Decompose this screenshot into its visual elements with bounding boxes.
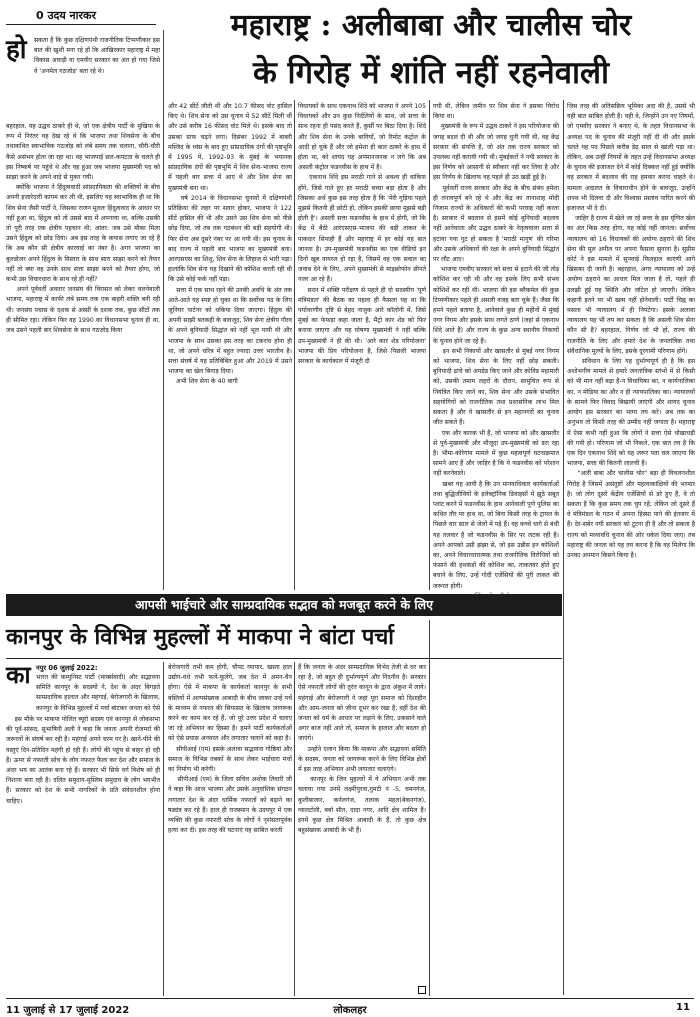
second-col-divider-1 xyxy=(163,662,164,996)
top-col2: और 42 सीटें जीती थीं और 10.7 फीसद वोट हासिल किए थे। शिव सेना को उस चुनाव में 52 सीटें मिली थीं और उसे करीब 16 फीसद वोट मिले थे। इसके बाद तो उसका ग्राफ चढ़ने लगा। दिसंबर 1992 में बाबरी मस्जिद के ध्वंस के बाद हुए सांप्रदायिक दंगों की पृष्ठभूमि में 1995 में, 1992-93 के मुंबई के भयानक सांप्रदायिक दंगों की पृष्ठभूमि में शिव सेना-भाजपा राज्य में पहली बार सत्ता में आए थे और शिव सेना का मुख्यमंत्री बना था। वर्ष 2014 के विधानसभा चुनावों में दक्षिणपंथी प्रतिक्रिया की लहर पर सवार होकर, भाजपा ने 122 सीटें हासिल की थी और उसने उस शिव सेना को पीछे छोड़ दिया, जो तब तक गठबंधन की बड़ी सहयोगी थी। फिर सेना अब दूसरे नंबर पर आ गयी थी। इस चुनाव के बाद राज्य में पहली बार भाजपा का मुख्यमंत्री बना। आरएसएस का शिशु, शिव सेना के लिहाज से भारी पड़ा। हालांकि शिव सेना यह दिखाने की कोशिश करती रही थी कि उसे कोई फर्क नहीं पड़ा। सत्ता में एक साथ रहने की उनकी अवधि के अंत तक आते-आते यह स्पष्ट हो चुका था कि सर्वोच्च पद के लिए जूनियर पार्टनर को धकिया दिया जाएगा। हिंदुत्व की अपनी साझी बतकही के बावजूद, शिव सेना क्षेत्रीय गौरव के अपने बुनियादी सिद्धांत को नहीं भूल पायी थी और भाजपा के साथ उसका इस तरह का टकराव होना ही था, जो अपने चरित्र में बहुत ज्यादा उत्तर भारतीय है। सत्ता संघर्ष में यह प्रतिबिंबित हुआ और 2019 में उसने भाजपा का खेल बिगाड़ दिया। अभी शिव सेना के 40 बागी xyxy=(168,103,292,386)
second-col1-intro: भारत की कम्युनिस्ट पार्टी (मार्क्सवादी) और सद्भावना समिति कानपुर के सदस्यों ने, देश के अंदर बिगड़ते साम्प्रदायिक हालात और महंगाई, बेरोजगारी के खिलाफ, कानपुर के विभिन्न मुहल्लों में पर्चा बांटकर जनता को ऐसे xyxy=(36,674,160,712)
end-mark-icon xyxy=(418,986,426,994)
top-dropcap: हो xyxy=(6,35,27,65)
footer-date: 11 जुलाई से 17 जुलाई 2022 xyxy=(6,1005,130,1016)
top-headline-line2: के गिरोह में शांति नहीं रहनेवाली xyxy=(252,55,610,91)
banner-text: आपसी भाईचारे और साम्प्रदायिक सद्भाव को मजबूत करने के लिए xyxy=(134,597,434,612)
top-col3: विधायकों के साथ एकनाथ शिंदे को भाजपा ने अपने 105 विधायकों और उन कुछ निर्दलियों के साथ, जो सत्ता के साथ रहना ही पसंद करते हैं, कुर्सी पर बिठा दिया है। शिंदे और शिव सेना के उनके बागियों, जो रिमोट कंट्रोल के आदी हो चुके हैं और जो हमेशा ही बाल ठाकरे के हाथ में होता था, को शायद यह अपमानजनक न लगे कि अब असली कंट्रोल फडनवीस के हाथ में है। एकनाथ शिंदे इस मराठी गाने से अवश्य ही वाकिफ होंगे, जिसे गाते हुए हर मराठी बच्चा बड़ा होता है और जिसका अर्थ कुछ इस तरह होता है कि 'मेरी गुड़िया पहले मुझसे कितनी ही छोटी हो, लेकिन इसकी छाया मुझसे बड़ी होती है'। असली सत्ता फडनवीस के हाथ में होगी, जो कि केंद्र में बैठी आरएसएस-भाजपा की बड़ी ताकत के पाकदार सिपाही हैं और महाराष्ट्र में हर कोई यह बात जानता है। उप-मुख्यमंत्री फडनवीस का एक वीडियो इन दिनों खूब वायरल हो रहा है, जिसमें वह एक सवाल का जवाब देने के लिए, अपने मुख्यमंत्री से माइक्रोफोन छीनते नजर आ रहे हैं। सदन में शक्ति परीक्षण से पहले ही दो सदस्यीय 'पूर्ण मंत्रिमंडल' की बैठक का पहला ही फैसला यह था कि पर्यावरणीय दृष्टि से बेहद नाजुक आरे कॉलोनी में, जिसे मुंबई का फेफड़ा कहा जाता है, मैट्रो कार शेड को फिर बनाया जाएगा और यह घोषणा मुख्यमंत्री ने नहीं बल्कि उप-मुख्यमंत्री ने ही की थी। 'आरे कार शेड परियोजना' भाजपा की प्रिय परियोजना है, जिसे पिछली भाजपा सरकार के कार्यकाल में मंजूरी दी xyxy=(298,103,426,366)
second-dropcap: का xyxy=(6,660,31,689)
top-col-divider-4 xyxy=(563,100,564,995)
banner-bar xyxy=(6,594,562,616)
top-col-divider-1 xyxy=(163,30,164,590)
footer-publication: लोकलहर xyxy=(333,1005,367,1016)
footer-rule xyxy=(6,998,694,999)
column-tag: 0 उदय नारकर xyxy=(36,9,96,22)
second-col-divider-2 xyxy=(294,662,295,996)
top-headline-line1: महाराष्ट्र : अलीबाबा और चालीस चोर xyxy=(230,8,632,43)
top-col1-body: बहरहाल, यह उद्धव ठाकरे ही थे, जो एक क्षेत्रीय पार्टी के मुखिया के रूप में निरंतर यह देख रहे थे कि भाजपा तथा शिवसेना के बीच तथाकथित स्वाभाविक गठजोड़ को लंबे समय तक चलाना, चौरी-चौरी कैसे असंभव होता जा रहा था। वह भाजपाई छल-कपटता के चलते ही इस निष्कर्ष पर पहुंचे थे और वह हुआ जब भाजपा मुख्यमंत्री पद को साझा करने के अपने वादे से मुकर गयी। क्योंकि भाजपा ने हिंदुत्ववादी सांप्रदायिकता की शक्तियों के बीच अपनी इजारेदारी कायम कर ली थी, इसलिए यह स्वाभाविक ही था कि शिव सेना जैसी पार्टी ने, जिसका राजन मूलतः हिंदुत्ववाद के आधार पर नहीं हुआ था, हिंदुत्व को तो उससे बाद में अपनाया था, बल्कि उसकी तो पूरी तरह एक क्षेत्रीय पहचान थी; आंतर: जब उसे मौका मिला उसने हिंदुत्व को छोड़ दिया। अब इस तरह के कयास लगाए जा रहे हैं कि अब कौन सी क्षेत्रीय कारवाई का नंबर है। अगर भाजपा का बुलडोजर अपने हिंदुत्व के विस्तार के साथ सारा साझा करने को तैयार नहीं तो क्या वह उनके साथ सत्ता साझा करने को तैयार होगा, जो कभी उस विचारधारा के साथ रहे ही नहीं? अपने पूर्ववर्ती अवतार जनसंघ की विरासत को लेकर चलनेवाली भाजपा, महाराष्ट्र में काफी लंबे समय तक एक बाहरी शक्ति बनी रही थी। जनसंघ पचास के दशक से अस्सी के दशक तक, कुछ सीटों तक ही सीमित रहा। लेकिन फिर वह 1990 का विधानसभा चुनाव ही था, जब उसने पहली बार शिवसेना के साथ गठजोड़ किया xyxy=(6,123,160,335)
second-headline-rule xyxy=(6,658,562,659)
top-col5: जिस तरह की अतिसक्रिय भूमिका अदा की है, उससे भी यही बात साबित होती है। वही वे, जिन्होंने उन नए नियमों, जो एमवीए सरकार ने बनाए थे, के तहत विधानसभा के अध्यक्ष पद के चुनाव की मंजूरी नहीं दी थी और इसके चलते यह पद पिछले करीब डेढ़ साल से खाली पड़ा था। लेकिन, अब उन्हीं नियमों के तहत उन्हें विधानसभा अध्यक्ष के चुनाव की इजाजत देने में कोई दिक्कत नहीं हुई क्योंकि वह सरकार में बदलाव की राह हमवार करना चाहते थे। मामला अदालत के विचाराधीन होने के बावजूद, उन्होंने शपथ भी दिलवा दी और विश्वास प्रस्ताव पारित करने की इजाजत भी दे दी। जाहिर है राज्य में खेले जा रहे सत्ता के इस घृणित खेल का अंत किस तरह होगा, यह कोई नहीं जानता। सर्वोच्च न्यायालय को 16 विधायकों की अयोग्य ठहराने की शिव सेना की मूल अपील पर अपना फैसला सुनाना है। सुप्रीम कोर्ट ने इस मामले में सुनवाई फिलहाल कारणी आगे खिसका दी जानी है। बहरहाल, अगर न्यायालय को उन्हें अयोग्य ठहराने का आधार मिल जाता है तो, पहले ही उलझी हुई यह स्थिति और जटिल हो जाएगी। लेकिन कहानी इतने पर भी खत्म नहीं होनेवाली। पार्टी चिह्न का मसला भी न्यायालय में ही निपटेगा। इसके अलावा न्यायालय यह भी तय कर सकता है कि असली शिव सेना कौन सी है? बहरहाल, निर्णय जो भी हो, राज्य की राजनीति के लिए और हमारे देश के जनतांत्रिक तथा संवैधानिक मूल्यों के लिए, इसके दूरगामी परिणाम होंगे। संविधान के लिए यह दुर्भाग्यपूर्ण ही है कि इस अशोभनीय मामले से हमारे जनतांत्रिक स्तंभों में से किसी को भी मान नहीं बढ़ा है-न विधायिका का, न कार्यपालिका का, न मीडिया का और न ही न्यायपालिका का। न्यायालयों के सामने फिर विवाद बिखायी जाएंगी और शायद चुनाव आयोग इस सरकार का भाग्य तय करे। अब तक का अनुभव तो किसी तरह की उम्मीद नहीं जगाता है। महाराष्ट्र में ऐसा कभी नहीं हुआ कि लोगों ने सत्ता ऐसे धोखाधड़ी की गयी हो। परिणाम जो भी निकले, एक बात तय है कि एक दिन एकनाथ शिंदे को यह जरूर पता चल जाएगा कि भाजपा, सत्ता की कितनी लालची है। "अली बाबा और चालीस चोर" बड़ा ही विचलनशील गिरोह है जिसमें असंतुष्टों और महत्वाकांक्षियों की भरमार है। जो लोग दूसरे केंद्रीय एजेंसियों से डरे हुए हैं, वे तो सकता है कि कुछ समय तक चुप रहें; लेकिन जो दूसरे हैं वे मंत्रिमंडल के गठन में अपना हिस्सा पाने की इंतजार में हैं। देर-सबेर नयी सरकार को टूटना ही है और तो सकता है राज्य को मध्यावधि चुनाव की ओर धकेल दिया जाए। तब महाराष्ट्र की जनता को यह तय करना है कि वह मिलेगा कि उनका अपमान किसने किया है। xyxy=(567,103,695,559)
second-col2: बेरोजगारी तभी कम होगी, चौपट व्यापार, खस्ता हाल उद्योग-धंधे तभी फलें-फूलेंगे, जब देश में अमन-चैन होगा। ऐसे में माकपा के कार्यकर्ता कानपुर के सभी बस्तियों में अल्पसंख्यक आबादी के बीच जाकर उन्हें पर्चे के माध्यम से नफरत की सियासत के खिलाफ जागरूक करने का काम कर रहे हैं, जो पूरे उत्तर प्रदेश में चलाए जा रहे अभियान का हिस्सा है। हमने पार्टी कार्यकर्ताओं को ऐसे प्रयास अनवरत और लगातार चलाने को कहा है। सीपीआई (एम) इसके अलावा सद्भावना गोष्ठियां और समाज के विभिन्न तबकों के साथ लेकर भाईचारा मंचों का निर्माण भी करेगी। सीपीआई (एम) के जिला सचिव अशोक तिवारी जी ने कहा कि आज भाजपा और उसके अनुवांशिक संगठन लगातार देश के अंदर धार्मिक नफरतों को बढ़ाने का षड्यंत्र कर रहे हैं। हाल ही राजस्थान के उदयपुर में एक व्यक्ति की कुछ नफरती सोच के लोगों ने नृशंसतापूर्वक हत्या कर दी। इस तरह की घटनाएं यह साबित करती xyxy=(168,664,292,835)
footer-page-number: 11 xyxy=(676,1002,690,1013)
top-col-divider-2 xyxy=(294,100,295,590)
top-col4: गयी थी, लेकिन जमीन पर शिव सेना ने इसका विरोध किया था। मुख्यमंत्री के रूप में उद्धव ठाकरे ने इस परियोजना की जगह बदल दी थी और जो जगह चुनी गयी थी, वह केंद्र सरकार की संपत्ति है, जो अंत तक राज्य सरकार को उपलब्ध नहीं करायी गयी थी। मुंबईकरों ने नयी सरकार के इस निर्णय को आसानी से स्वीकार नहीं कर लिया है और इस निर्णय के खिलाफ वह पहले ही उठ खड़ी हुई है। पूर्ववर्ती राज्य सरकार और केंद्र के बीच संबंध हमेशा ही तनावपूर्ण बने रहे थे और केंद्र का तानाशाह मोदी निजाम राज्यों के अधिकारों की कभी परवाह नहीं करता है। सरकार में बदलाव से इसमें कोई बुनियादी बदलाव नहीं आनेवाला और उद्धव ठाकरे के नेतृत्ववाला सत्ता से हटाया गया गुट हो सकता है 'मराठी मानुष' की गरिमा और उसके अधिकारों की रक्षा के अपने बुनियादी सिद्धांत पर लौट आए। भाजपा एमवीए सरकार को सत्ता से हटाने की जी तोड़ कोशिश कर रही थी और वह इसके लिए सभी संभव कोशिशें कर रही थी। भाजपा की इस ब्लैकमेल की कुछ टिप्पणीकार पहले ही असली वजह बता चुके हैं। जैसा कि हमने पहले बताया है, आनेवाले कुछ ही महीनों में मुंबई नगर निगम और इसके साथ लगते ठाणे (जहां से एकनाथ शिंदे आते हैं) और राज्य के कुछ अन्य स्थानीय निकायों के चुनाव होने जा रहे हैं। इन सभी निकायों और खासतौर से मुंबई नगर निगम को भाजपा, शिव सेना के लिए नहीं छोड़ सकती। बुनियादी ढांचे को अपग्रेड किए जाने और कोविड महामारी को, उसकी तमाम लहरों के दौरान, सामुचित रूप से नियंत्रित किए जाने का, शिव सेना और उसके संभावित सहयोगियों को राजनीतिक तथा प्रशासनिक लाभ मिल सकता है और ये खासतौर से इन महानगरों का चुनाव जीत सकते हैं। एक और कारक भी है, जो भाजपा को और खासतौर से पूर्व-मुख्यमंत्री और मौजूदा उप-मुख्यमंत्री को डरा रहा है। भीमा-कोरेगांव मामले में कुछ महत्वपूर्ण घटनाक्रमात सामने आए हैं और जाहिर है कि ये फडनवीस को परेशान नहीं करनेवाले। खबर यह आयी है कि उन मानवाधिकार कार्यकर्ताओं तथा बुद्धिजीवियों के इलेक्ट्रॉनिक डिवाइसों में झूठे सबूत प्लांट करने में फडनवीस के हाथ आनेवाली पुणे पुलिस का कथित तौर पर हाथ था, जो बिना किसी तरह के ट्रायल के पिछले चार साल से जेलों में पड़े हैं। यह कच्चे धागे से बंधी यह तलवार है जो फडनवीस के सिर पर लटक रही है। अपने आपको उसी झंझा से, जो इस उन्नीस इन कोशिशों का, अपने विचारधारात्मक तथा राजनीतिक विरोधियों को फंसाने की हथकंडों की कोशिश का, ताकतवर होते हुए बचाने के लिए, उन्हें गोदी एजेंसियों की पूरी ताकत की जरूरत होगी। xyxy=(433,103,559,590)
second-col1-body: इस मौके पर माकपा पोलित ब्यूरो सदस्य एवं कानपुर से लोकसभा की पूर्व-सांसद, सुभाषिनी अली ने कहा कि जनता अपनी रोजमर्रा की जरूरतों के संघर्ष कर रही है। महंगाई अपने चरम पर है। खाने-पीने की वस्तुएं दिन-प्रतिदिन महंगी हो रही हैं। लोगों की पहुंच से बाहर हो रही हैं। ऊपर से नफरती सोच के लोग नफरत फैला कर देश और समाज के अंदर भय का आतंक बना रहे हैं। सरकार भी सिर्फ वर्ग विशेष को ही निशाना बना रही है। दलित समुदाय-मुस्लिम समुदाय के लोग भयभीत हैं। सरकार को देश के सभी नागरिकों के प्रति संवेदनशील होना चाहिए। xyxy=(6,716,160,805)
top-col-divider-3 xyxy=(429,100,430,590)
second-dateline: नपुर 06 जुलाई 2022: xyxy=(36,664,98,672)
column-tag-box xyxy=(6,6,156,25)
second-col3: हैं कि जनता के अंदर साम्प्रदायिक विभेद तेजी से घर कर रहा है, जो बहुत ही दुर्भाग्यपूर्ण और निंदनीय है। सरकार ऐसे नफरती लोगों की तुरंत कानून के द्वारा अंकुश में लाये। महंगाई और बेरोजगारी ने जहां पूरा समाज को दिशाहीन और आम-जनता को जीना दूभर कर रखा है, वहीं देश की जनता को धर्म के आधार पर लड़ाने के लिए, उकसाने वाले अगर बाज नहीं आते तो, समाज के हालात और बदतर हो जाएंगे। उन्होंने एलान किया कि माकपा और सद्भावना समिति के सदस्य, जनता को जागरूक करने के लिए विभिन्न क्षेत्रों में इस तरह अभियान अभी लगातार चलाएंगे। कानपुर के जिन मुहल्लों में ये अभियान अभी तक चलाया गया उनमें लक्ष्मीपुरवा,गुमटी नं -5, चमनगंज, कुलीबाजार, कर्नलगंज, तलाक महल(बेकनगंज), ग्वालटोली, बर्बा सीत, दादा नगर, आदि क्षेत्र शामिल हैं। इनमें कुछ क्षेत्र मिश्रित आबादी के हैं, तो कुछ क्षेत्र बहुसंख्यक आबादी के भी हैं। xyxy=(298,664,426,835)
second-col-divider-3 xyxy=(429,620,430,996)
second-headline: कानपुर के विभिन्न मुहल्लों में माकपा ने बांटा पर्चा xyxy=(6,624,394,650)
top-col1-intro: सकता है कि कुछ दक्षिणपंथी राजनीतिक टिप्पणीकार इस बात की खुशी मना रहे हों कि आखिरकार महाराष्ट्र में महा विकास अघाड़ी या एमवीए सरकार का अंत हो गया जिसे वे 'अनमेल गठजोड़' बता रहे थे। xyxy=(34,37,160,75)
